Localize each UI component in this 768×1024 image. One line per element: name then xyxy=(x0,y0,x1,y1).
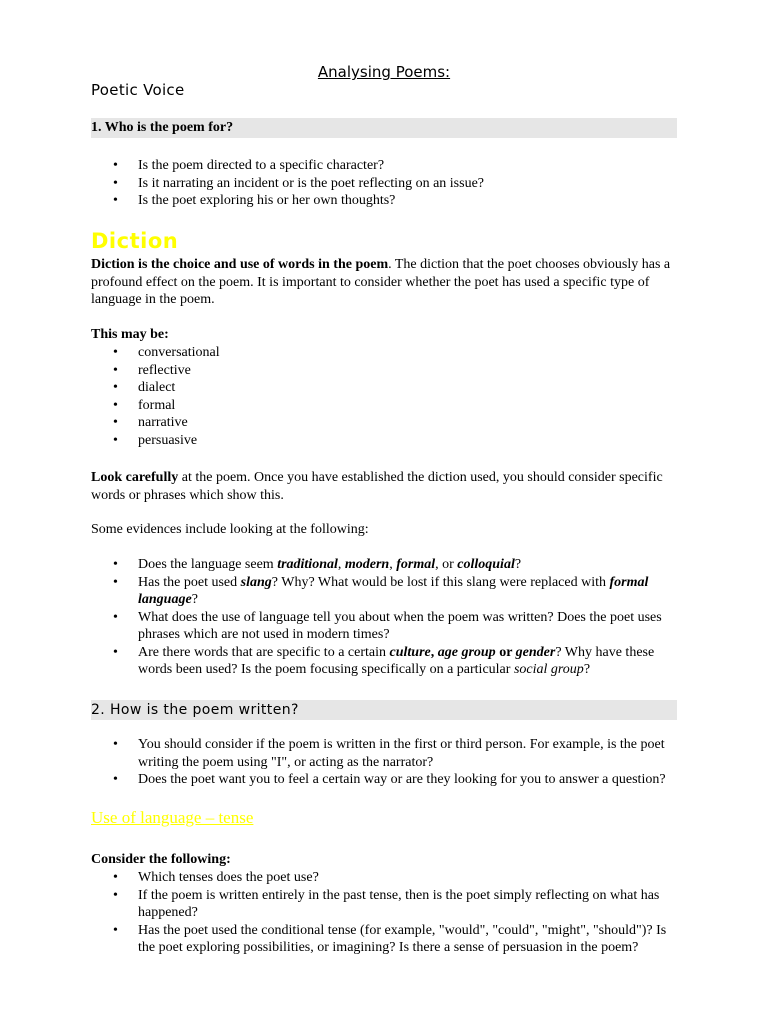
diction-heading: Diction xyxy=(91,229,179,253)
evidence-list xyxy=(113,556,683,679)
q4-gender: gender xyxy=(515,644,556,660)
look-carefully-paragraph xyxy=(91,469,681,504)
list-item: • If the poem is written entirely in the past tense, then is the poet simply reflecting on what has happened? xyxy=(113,887,683,922)
q2-formal-language: formal language xyxy=(138,574,649,607)
list-item xyxy=(113,644,683,679)
tense-list xyxy=(113,869,683,957)
this-may-be-label: This may be: xyxy=(91,327,169,342)
q4-text: Are there words that are specific to a certain xyxy=(138,644,390,660)
q4-social-group: social group xyxy=(513,662,584,677)
q1-formal: formal xyxy=(396,557,436,572)
diction-intro-bold: Diction is the choice and use of words in the poem xyxy=(91,257,389,272)
list-item: • Is the poet exploring his or her own thoughts? xyxy=(113,192,683,210)
q2-text: Has the poet used xyxy=(138,574,241,590)
q1-sep: , xyxy=(389,557,397,572)
q2-slang: slang xyxy=(240,574,272,590)
q1-end: ? xyxy=(514,557,522,572)
list-item: • Does the poet want you to feel a certain way or are they looking for you to answer a question? xyxy=(113,771,683,789)
page-subtitle: Poetic Voice xyxy=(91,81,185,99)
list-item: • reflective xyxy=(113,362,683,380)
list-item: • narrative xyxy=(113,414,683,432)
q4-or: or xyxy=(495,644,516,660)
q4-culture: culture xyxy=(389,644,431,660)
section-1-list xyxy=(113,157,683,210)
section-2-heading-text: 2. How is the poem written? xyxy=(91,702,299,718)
section-1-heading-text: 1. Who is the poem for? xyxy=(91,120,234,135)
q4-text: ? Why have these words been used? Is the poem focusing specifically on a particular xyxy=(138,644,655,677)
diction-types-list xyxy=(113,344,683,449)
section-1-heading xyxy=(91,118,677,138)
look-carefully-text: at the poem. Once you have established the diction used, you should consider specific words or phrases which show this. xyxy=(91,470,663,503)
q1-modern: modern xyxy=(344,557,390,572)
q1-sep: , or xyxy=(435,557,458,572)
q4-end: ? xyxy=(583,662,591,677)
section-2-list xyxy=(113,736,683,789)
look-carefully-bold: Look carefully xyxy=(91,470,179,485)
consider-label: Consider the following: xyxy=(91,852,231,867)
q2-end: ? xyxy=(191,592,198,607)
list-item xyxy=(113,574,683,609)
diction-intro-text: . The diction that the poet chooses obviously has a profound effect on the poem. It is important to consider whether the poet has used a specific type of language in the poem. xyxy=(91,257,671,307)
list-item: • persuasive xyxy=(113,432,683,450)
list-item: • Is the poem directed to a specific character? xyxy=(113,157,683,175)
q1-text: Does the language seem xyxy=(138,557,278,572)
list-item: • Which tenses does the poet use? xyxy=(113,869,683,887)
list-item: • Is it narrating an incident or is the poet reflecting on an issue? xyxy=(113,175,683,193)
diction-intro-paragraph xyxy=(91,256,681,309)
list-item: • What does the use of language tell you about when the poem was written? Does the poet uses phrases which are not used in modern times? xyxy=(113,609,683,644)
list-item: • You should consider if the poem is written in the first or third person. For example, is the poet writing the poem using "I", or acting as the narrator? xyxy=(113,736,683,771)
q4-age-group: age group xyxy=(437,644,496,660)
q1-sep: , xyxy=(337,557,345,572)
list-item: • formal xyxy=(113,397,683,415)
list-item xyxy=(113,556,683,574)
q1-traditional: traditional xyxy=(277,557,338,572)
list-item: • conversational xyxy=(113,344,683,362)
q2-text: ? Why? What would be lost if this slang were replaced with xyxy=(271,574,610,590)
page-title: Analysing Poems: xyxy=(317,63,451,81)
evidence-intro: Some evidences include looking at the following: xyxy=(91,522,369,537)
q1-colloquial: colloquial xyxy=(457,557,515,572)
section-2-heading xyxy=(91,700,677,720)
list-item: • dialect xyxy=(113,379,683,397)
list-item: • Has the poet used the conditional tense (for example, "would", "could", "might", "should")? Is the poet exploring possibilities, or imagining? Is there a sense of persuasion in the poem? xyxy=(113,922,683,957)
tense-heading: Use of language – tense xyxy=(91,808,254,827)
q4-sep: , xyxy=(430,644,438,660)
